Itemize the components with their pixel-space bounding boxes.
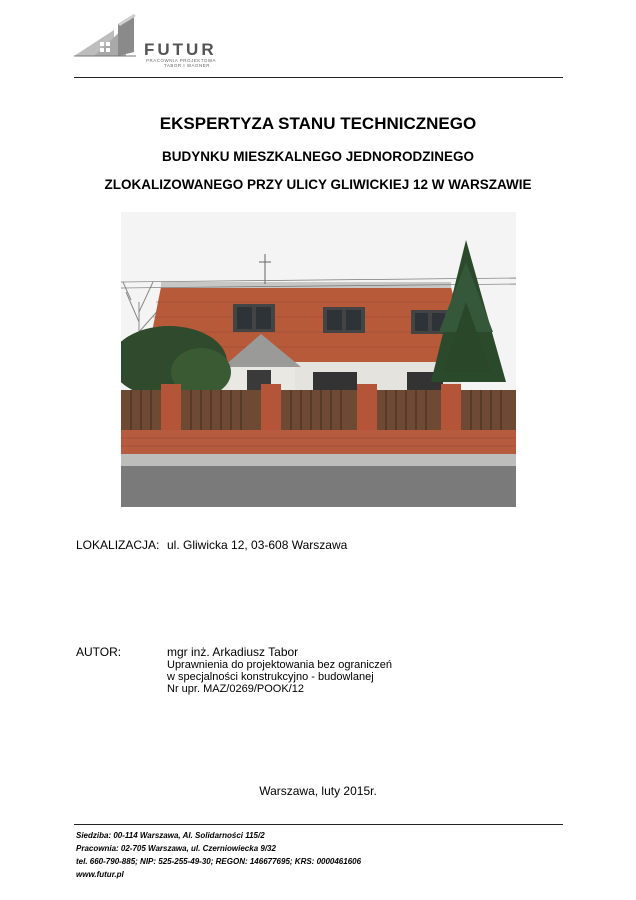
footer-website-link[interactable]: www.futur.pl xyxy=(76,870,124,879)
logo-subtitle-line2: TABOR I WAGNER xyxy=(164,63,211,68)
location-value: ul. Gliwicka 12, 03-608 Warszawa xyxy=(167,538,348,552)
header-rule xyxy=(74,77,563,78)
author-credentials-line2: w specjalności konstrukcyjno - budowlanej xyxy=(167,671,374,683)
futur-logo-icon xyxy=(74,12,140,60)
document-subtitle-line3: ZLOKALIZOWANEGO PRZY ULICY GLIWICKIEJ 12 W WARSZAWIE xyxy=(104,177,532,192)
footer-registration: tel. 660-790-885; NIP: 525-255-49-30; REGON: 146677695; KRS: 0000461606 xyxy=(76,857,362,866)
document-subtitle-line2: BUDYNKU MIESZKALNEGO JEDNORODZINEGO xyxy=(161,149,475,164)
document-title: EKSPERTYZA STANU TECHNICZNEGO xyxy=(159,114,477,133)
author-credentials-line1: Uprawnienia do projektowania bez ograniczeń xyxy=(167,659,393,671)
logo-subtitle-line1: PRACOWNIA PROJEKTOWA xyxy=(146,58,217,63)
author-license-number: Nr upr. MAZ/0269/POOK/12 xyxy=(167,683,304,695)
author-block xyxy=(167,645,487,695)
house-photo xyxy=(121,212,516,507)
location-label: LOKALIZACJA: xyxy=(76,538,160,552)
footer-rule xyxy=(74,824,563,825)
footer xyxy=(76,829,556,881)
place-date: Warszawa, luty 2015r. xyxy=(259,784,377,798)
logo-subtitle xyxy=(146,58,236,68)
logo-name: FUTUR xyxy=(144,40,217,59)
footer-office: Pracownia: 02-705 Warszawa, ul. Czerniowiecka 9/32 xyxy=(76,844,276,853)
author-name: mgr inż. Arkadiusz Tabor xyxy=(167,645,299,659)
footer-headquarters: Siedziba: 00-114 Warszawa, Al. Solidarności 115/2 xyxy=(76,831,265,840)
author-label: AUTOR: xyxy=(76,645,122,659)
